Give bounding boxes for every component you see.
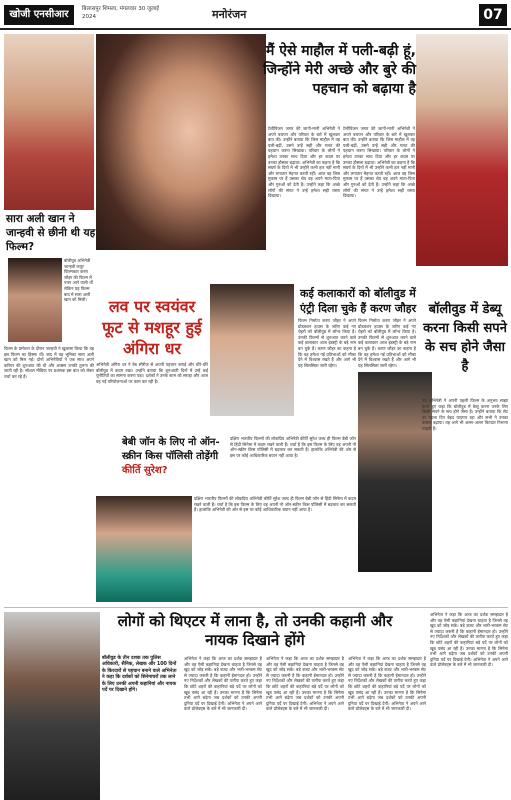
keerthy-headline-part1: बेबी जॉन के लिए नो ऑन-स्क्रीन किस पॉलिसी तोड़ेंगी: [122, 437, 220, 462]
keerthy-story-body-top: दक्षिण भारतीय फिल्मों की लोकप्रिय अभिनेत्री कीर्ति सुरेश जल्द ही फिल्म बेबी जॉन से हिंदी सिनेमा में कदम रखने वाली हैं। चर्चा है कि इस फिल्म के लिए वह अपनी नो ऑन-स्क्रीन किस पॉलिसी में बदलाव कर सकती हैं। हालांकि अभिनेत्री की ओर से इस पर कोई आधिकारिक बयान नहीं आया है।: [230, 436, 356, 458]
angira-dhar-photo: [210, 284, 294, 416]
section-divider: [4, 607, 508, 608]
karan-story-body-col2: फिल्म निर्माता करण जौहर ने अपने प्रोडक्शन हाउस के जरिए कई नए चेहरों को बॉलीवुड में लॉन्च किया है। उनकी फिल्मों से शुरुआत करने वाले कई कलाकार आज इंडस्ट्री के बड़े नाम बन चुके हैं। करण जौहर का कहना है कि वह हमेशा नई प्रतिभाओं को मौका देने में विश्वास रखते हैं और आगे भी यह सिलसिला जारी रहेगा।: [358, 318, 416, 368]
janhvi-kapoor-photo: [8, 258, 62, 342]
theatre-body-col1: अभिनेता ने कहा कि आज का दर्शक समझदार है और वह ऐसी कहानियां देखना चाहता है जिनसे वह खुद को जोड़ सके। बड़े बजट और भारी-भरकम सेट से ज्यादा जरूरी है कि कहानी ईमानदार हो। उन्होंने नए निर्देशकों और लेखकों की तारीफ करते हुए कहा कि छोटे शहरों की कहानियां बड़े पर्दे पर लोगों को खूब पसंद आ रही हैं। उनका मानना है कि सिनेमा तभी आगे बढ़ेगा जब दर्शकों को उनकी अपनी दुनिया पर्दे पर दिखाई देगी। अभिनेता ने अपने आने वाले प्रोजेक्ट्स के बारे में भी जानकारी दी।: [184, 656, 262, 712]
theatre-body-col4: अभिनेता ने कहा कि आज का दर्शक समझदार है और वह ऐसी कहानियां देखना चाहता है जिनसे वह खुद को जोड़ सके। बड़े बजट और भारी-भरकम सेट से ज्यादा जरूरी है कि कहानी ईमानदार हो। उन्होंने नए निर्देशकों और लेखकों की तारीफ करते हुए कहा कि छोटे शहरों की कहानियां बड़े पर्दे पर लोगों को खूब पसंद आ रही हैं। उनका मानना है कि सिनेमा तभी आगे बढ़ेगा जब दर्शकों को उनकी अपनी दुनिया पर्दे पर दिखाई देगी। अभिनेता ने अपने आने वाले प्रोजेक्ट्स के बारे में भी जानकारी दी।: [430, 612, 508, 668]
bollywood-debut-headline: बॉलीवुड में डेब्यू करना किसी सपने के सच होने जैसा है: [423, 302, 507, 374]
page-number: 07: [479, 4, 507, 26]
keerthy-headline: [122, 436, 230, 478]
theatre-headline: लोगों को थिएटर में लाना है, तो उनकी कहानी और नायक दिखाने होंगे: [117, 612, 393, 649]
bollywood-debut-body: नई अभिनेत्री ने अपनी पहली फिल्म के अनुभव साझा करते हुए कहा कि बॉलीवुड में डेब्यू करना उनके लिए किसी सपने के सच होने जैसा है। उन्होंने बताया कि सेट पर पहला दिन बेहद यादगार रहा और सभी ने उनका उत्साह बढ़ाया। वह आगे भी अलग-अलग किरदार निभाना चाहती हैं।: [422, 398, 508, 431]
section-title: मनोरंजन: [212, 8, 247, 21]
janhvi-caption: बॉलीवुड अभिनेत्री जान्हवी कपूर फिल्मकार करण जौहर की फिल्म में नजर आने वाली थीं लेकिन यह फिल्म बाद में सारा अली खान को मिली।: [64, 258, 93, 303]
main-story-body-col2: टेलीविज़न जगत की जानी-मानी अभिनेत्री ने अपने बचपन और परिवार के बारे में खुलकर बात की। उन्होंने बताया कि जिस माहौल में वह पली-बढ़ीं, उसने उन्हें सही और गलत की पहचान करना सिखाया। परिवार के लोगों ने हमेशा उनका साथ दिया और हर कदम पर उनका हौसला बढ़ाया। अभिनेत्री का कहना है कि संघर्ष के दिनों में भी उन्होंने कभी हार नहीं मानी और लगातार मेहनत करती रहीं। आज वह जिस मुकाम पर हैं उसका श्रेय वह अपने माता-पिता और गुरुओं को देती हैं। उन्होंने कहा कि अच्छे लोगों की संगत ने उन्हें हमेशा सही रास्ता दिखाया।: [343, 126, 415, 199]
karan-headline: कई कलाकारों को बॉलीवुड में एंट्री दिला चुके हैं करण जौहर: [300, 287, 417, 315]
main-story-body-col1: टेलीविज़न जगत की जानी-मानी अभिनेत्री ने अपने बचपन और परिवार के बारे में खुलकर बात की। उन्होंने बताया कि जिस माहौल में वह पली-बढ़ीं, उसने उन्हें सही और गलत की पहचान करना सिखाया। परिवार के लोगों ने हमेशा उनका साथ दिया और हर कदम पर उनका हौसला बढ़ाया। अभिनेत्री का कहना है कि संघर्ष के दिनों में भी उन्होंने कभी हार नहीं मानी और लगातार मेहनत करती रहीं। आज वह जिस मुकाम पर हैं उसका श्रेय वह अपने माता-पिता और गुरुओं को देती हैं। उन्होंने कहा कि अच्छे लोगों की संगत ने उन्हें हमेशा सही रास्ता दिखाया।: [268, 126, 340, 199]
sara-headline: सारा अली खान ने जान्हवी से छीनी थी यह फिल्म?: [6, 213, 96, 253]
sara-ali-khan-photo: [4, 34, 94, 210]
actress-red-dress-photo: [416, 34, 508, 266]
newspaper-logo: खोजी एनसीआर: [4, 5, 74, 25]
edition-line: बिलासपुर शिमला, मंगलवार 30 जुलाई 2024: [82, 6, 159, 20]
keerthy-suresh-photo: [96, 496, 192, 602]
karan-johar-photo: [358, 372, 432, 572]
angira-story-body: अभिनेत्री अंगिरा धर ने वेब सीरीज़ से अपनी पहचान बनाई और धीरे-धीरे बॉलीवुड में कदम रखा। उन्होंने बताया कि शुरुआती दिनों में उन्हें कई चुनौतियों का सामना करना पड़ा। दर्शकों ने उनके काम को सराहा और आज वह नई परियोजनाओं पर काम कर रही हैं।: [96, 362, 208, 384]
actor-portrait-photo: [4, 612, 100, 800]
theatre-body-col3: अभिनेता ने कहा कि आज का दर्शक समझदार है और वह ऐसी कहानियां देखना चाहता है जिनसे वह खुद को जोड़ सके। बड़े बजट और भारी-भरकम सेट से ज्यादा जरूरी है कि कहानी ईमानदार हो। उन्होंने नए निर्देशकों और लेखकों की तारीफ करते हुए कहा कि छोटे शहरों की कहानियां बड़े पर्दे पर लोगों को खूब पसंद आ रही हैं। उनका मानना है कि सिनेमा तभी आगे बढ़ेगा जब दर्शकों को उनकी अपनी दुनिया पर्दे पर दिखाई देगी। अभिनेता ने अपने आने वाले प्रोजेक्ट्स के बारे में भी जानकारी दी।: [348, 656, 426, 712]
keerthy-headline-name: कीर्ति सुरेश?: [122, 465, 168, 476]
keerthy-story-body: दक्षिण भारतीय फिल्मों की लोकप्रिय अभिनेत्री कीर्ति सुरेश जल्द ही फिल्म बेबी जॉन से हिंदी सिनेमा में कदम रखने वाली हैं। चर्चा है कि इस फिल्म के लिए वह अपनी नो ऑन-स्क्रीन किस पॉलिसी में बदलाव कर सकती हैं। हालांकि अभिनेत्री की ओर से इस पर कोई आधिकारिक बयान नहीं आया है।: [194, 496, 356, 513]
theatre-lead: बॉलीवुड के तीन दशक तक पुलिस अधिकारी, सैनिक, लेखक और 100 दिनों के किरदारों से पहचान बनाने वाले अभिनेता ने कहा कि दर्शकों को सिनेमाघरों तक लाने के लिए उनकी अपनी कहानियां और नायक पर्दे पर दिखाने होंगे।: [102, 656, 177, 694]
sara-story-body: फिल्म के प्रमोशन के दौरान जान्हवी ने खुलासा किया कि वह इस फिल्म का हिस्सा थीं। बाद में यह भूमिका सारा अली खान को मिल गई। दोनों अभिनेत्रियों ने एक साथ अपने करियर की शुरुआत की थी और अक्सर उनकी तुलना की जाती रही है। सोशल मीडिया पर प्रशंसक इस बात को लेकर चर्चा कर रहे हैं।: [4, 346, 94, 379]
theatre-body-col2: अभिनेता ने कहा कि आज का दर्शक समझदार है और वह ऐसी कहानियां देखना चाहता है जिनसे वह खुद को जोड़ सके। बड़े बजट और भारी-भरकम सेट से ज्यादा जरूरी है कि कहानी ईमानदार हो। उन्होंने नए निर्देशकों और लेखकों की तारीफ करते हुए कहा कि छोटे शहरों की कहानियां बड़े पर्दे पर लोगों को खूब पसंद आ रही हैं। उनका मानना है कि सिनेमा तभी आगे बढ़ेगा जब दर्शकों को उनकी अपनी दुनिया पर्दे पर दिखाई देगी। अभिनेता ने अपने आने वाले प्रोजेक्ट्स के बारे में भी जानकारी दी।: [266, 656, 344, 712]
main-headline: मैं ऐसे माहौल में पली-बढ़ी हूं, जिन्होंने मेरी अच्छे और बुरे की पहचान को बढ़ाया है: [263, 43, 416, 97]
angira-headline: लव पर स्वयंवर फूट से मशहूर हुई अंगिरा धर: [102, 297, 202, 358]
karan-story-body-col1: फिल्म निर्माता करण जौहर ने अपने प्रोडक्शन हाउस के जरिए कई नए चेहरों को बॉलीवुड में लॉन्च किया है। उनकी फिल्मों से शुरुआत करने वाले कई कलाकार आज इंडस्ट्री के बड़े नाम बन चुके हैं। करण जौहर का कहना है कि वह हमेशा नई प्रतिभाओं को मौका देने में विश्वास रखते हैं और आगे भी यह सिलसिला जारी रहेगा।: [298, 318, 356, 368]
masthead: [0, 0, 511, 30]
